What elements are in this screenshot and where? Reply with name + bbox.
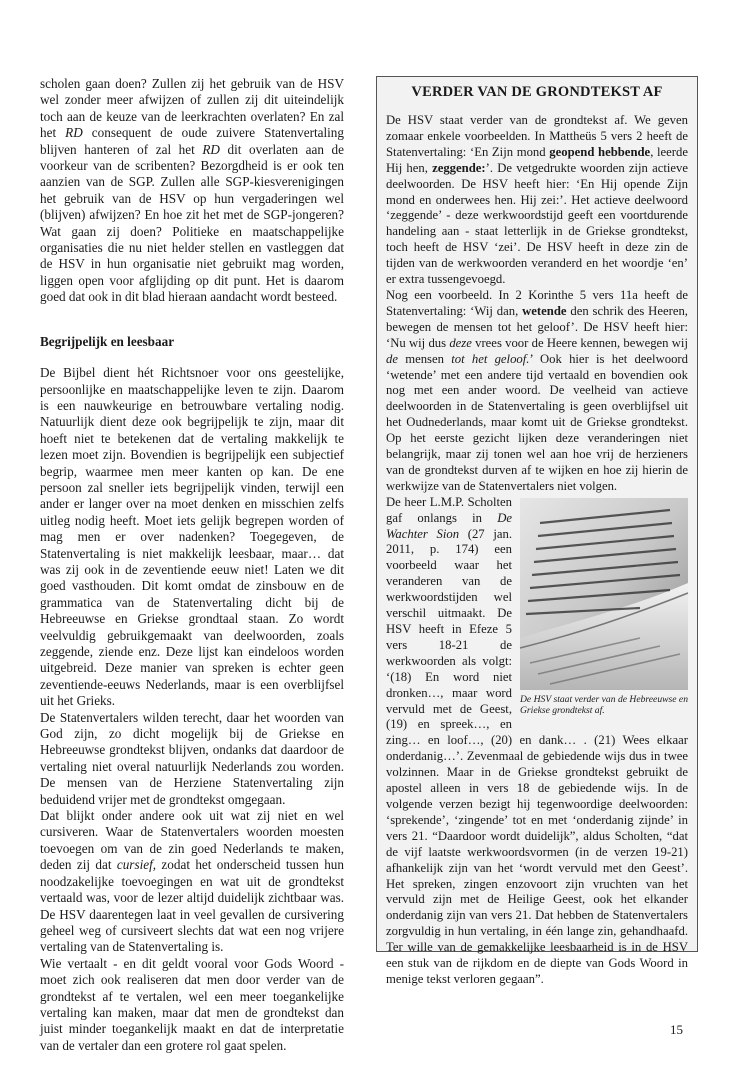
paragraph: Dat blijkt onder andere ook uit wat zij niet en wel cursiveren. Waar de Statenvertalers woorden moesten toevoegen om van de zin goed Nederlands te maken, deden zij dat cursief, zodat het onderscheid tussen hun noodzakelijke toevoegingen en wat uit de grondtekst vertaald was, voor de lezer altijd duidelijk zichtbaar was. De HSV daarentegen laat in veel gevallen de cursivering geheel weg of cursiveert slechts dat wat een nog vrijere vertaling van de Statenvertaling is. (40, 808, 344, 955)
rd-emphasis: RD (65, 125, 83, 141)
paragraph-intro: scholen gaan doen? Zullen zij het gebruik van de HSV wel zonder meer afwijzen of zullen zij dit uiteindelijk toch aan de keuze van de leerkrachten overlaten? En zal het RD consequent de oude zuivere Statenvertaling blijven hanteren of zal het RD dit overlaten aan de voorkeur van de scribenten? Bezorgdheid is er ook ten aanzien van de SGP. Zullen alle SGP-kiesverenigingen het gebruik van de HSV op hun vergaderingen wel (blijven) afwijzen? En hoe zit het met de SGP-jongeren? Wat gaan zij doen? Politieke en maatschappelijke organisaties die nu niet helder stellen en vastleggen dat de HSV in hun organisatie niet gebruikt mag worden, liggen open voor afglijding op dit punt. Het is daarom goed dat ook in dit blad hieraan aandacht wordt besteed. (40, 76, 344, 305)
sidebar-box (376, 76, 698, 986)
paragraph: Wie vertaalt - en dit geldt vooral voor Gods Woord - moet zich ook realiseren dat men door verder van de grondtekst af te vertalen, wel een meer toegankelijke vertaling kan maken, maar dat men de grondtekst dan juist minder toegankelijk maakt en dat de interpretatie van de vertaler dan een grotere rol gaat spelen. (40, 955, 344, 1053)
section-heading: Begrijpelijk en leesbaar (40, 333, 175, 349)
paragraph: De Bijbel dient hét Richtsnoer voor ons geestelijke, persoonlijke en maatschappelijke leven te zijn. Daarom is een nauwkeurige en betrouwbare vertaling nodig. Natuurlijk dient deze ook begrijpelijk te zijn, maar dit hoeft niet te betekenen dat de vertaling makkelijk te lezen moet zijn. Bovendien is begrijpelijk een subjectief begrip, waarmee men meer kanten op kan. De ene persoon zal sneller iets begrijpelijk vinden, terwijl een ander er langer over na moet denken en misschien zelfs uitleg nodig heeft. Moet iets gelijk begrepen worden of mag men er over nadenken? Toegegeven, de Statenvertaling is niet makkelijk leesbaar, maar… dat was zij ook in de zeventiende eeuw niet! Laten we dit goed vasthouden. Dit komt omdat de zinsbouw en de grammatica van de Statenvertaling dicht bij de Hebreeuwse en Griekse grondtaal staan. Zo wordt veelvuldig gebruikgemaakt van deelwoorden, zoals zeggende, ziende enz. Deze lijst kan eindeloos worden uitgebreid. Deze manier van spreken is echter geen zeventiende-eeuws Nederlands, maar is een overblijfsel uit het Grieks. (40, 365, 344, 709)
box-paragraph: Nog een voorbeeld. In 2 Korinthe 5 vers 11a heeft de Statenvertaling: ‘Wij dan, wetende den schrik des Heeren, bewegen de mensen tot het geloof’. De HSV heeft hier: ‘Nu wij dus deze vrees voor de Heere kennen, bewegen wij de mensen tot het geloof.’ Ook hier is het deelwoord ‘wetende’ met een andere tijd vertaald en bovendien ook nog met een ander woord. De veelheid van actieve deelwoorden in de Statenvertaling is geen overblijfsel uit het Oudnederlands, maar komt uit de Griekse grondtekst. Op het eerste gezicht lijken deze veranderingen niet belangrijk, maar zij tonen wel aan hoe vrij de herzieners van de grondtekst durven af te wijken en hoe zij hierin de werkwijze van de Statenvertalers niet volgen. (386, 287, 689, 493)
box-title: VERDER VAN DE GRONDTEKST AF (411, 84, 663, 100)
page-number: 15 (670, 1022, 683, 1037)
box-paragraph: De heer L.M.P. Scholten gaf onlangs in De Wachter Sion (27 jan. 2011, p. 174) een voorbeeld waar het veranderen van de werkwoordstijden wel verschil uitmaakt. De HSV heeft in Efeze 5 vers 18-21 de werkwoorden als volgt: ‘(18) En word niet dronken…, maar word vervuld met de Geest, (19) en spreek…, en zing… en loof…, (20) en dank… . (21) Wees elkaar onderdanig…’. Zevenmaal de gebiedende wijs dus in twee volzinnen. Maar in de Griekse grondtekst gebruikt de apostel alleen in vers 18 de gebiedende wijs. In de volgende verzen bezigt hij tegenwoordige deelwoorden: ‘sprekende’, ‘zingende’ tot en met ‘onderdanig zijnde’ in vers 21. “Daardoor wordt duidelijk”, aldus Scholten, “dat de vijf laatste werkwoordsvormen (in de verzen 19-21) afhankelijk zijn van het ‘wordt vervuld met den Geest’. Het spreken, zingen enzovoort zijn vruchten van het vervuld zijn met de Heilige Geest, ook het elkander onderdanig zijn van vers 21. Dat hebben de Statenvertalers zorgvuldig in hun vertaling, in één lange zin, gehandhaafd. Ter wille van de gemakkelijke leesbaarheid is in de HSV een stuk van de rijkdom en de diepte van Gods Woord in menige tekst verloren gegaan”. (386, 494, 688, 986)
box-paragraph: De HSV staat verder van de grondtekst af. We geven zomaar enkele voorbeelden. In Mattheüs 5 vers 2 heeft de Statenvertaling: ‘En Zijn mond geopend hebbende, leerde Hij hen, zeggende:’. De vetgedrukte woorden zijn actieve deelwoorden. De HSV heeft hier: ‘En Hij opende Zijn mond en onderwees hen. Hij zei:’. Het actieve deelwoord ‘zeggende’ - deze werkwoordstijd geeft een voortdurende handeling aan - staat letterlijk in de Griekse grondtekst, toch heeft de HSV ‘zei’. De HSV heeft in deze zin de tijden van de werkwoorden veranderd en het woordje ‘en’ er extra tussengevoegd. (386, 113, 688, 287)
paragraph: De Statenvertalers wilden terecht, daar het woorden van God zijn, zo dicht mogelijk bij de Griekse en Hebreeuwse grondtekst blijven, ondanks dat daardoor de vertaling niet overal natuurlijk Nederlands zou worden. De mensen van de Herziene Statenvertaling zijn beduidend vrijer met de grondtekst omgegaan. (40, 709, 344, 807)
hebrew-bible-photo (520, 498, 688, 690)
figure-caption: De HSV staat verder van de Hebreeuwse en Griekse grondtekst af. (520, 693, 688, 717)
rd-emphasis: RD (202, 141, 220, 157)
left-column (40, 76, 344, 1054)
box-body (386, 113, 688, 988)
bible-figure (520, 498, 688, 717)
